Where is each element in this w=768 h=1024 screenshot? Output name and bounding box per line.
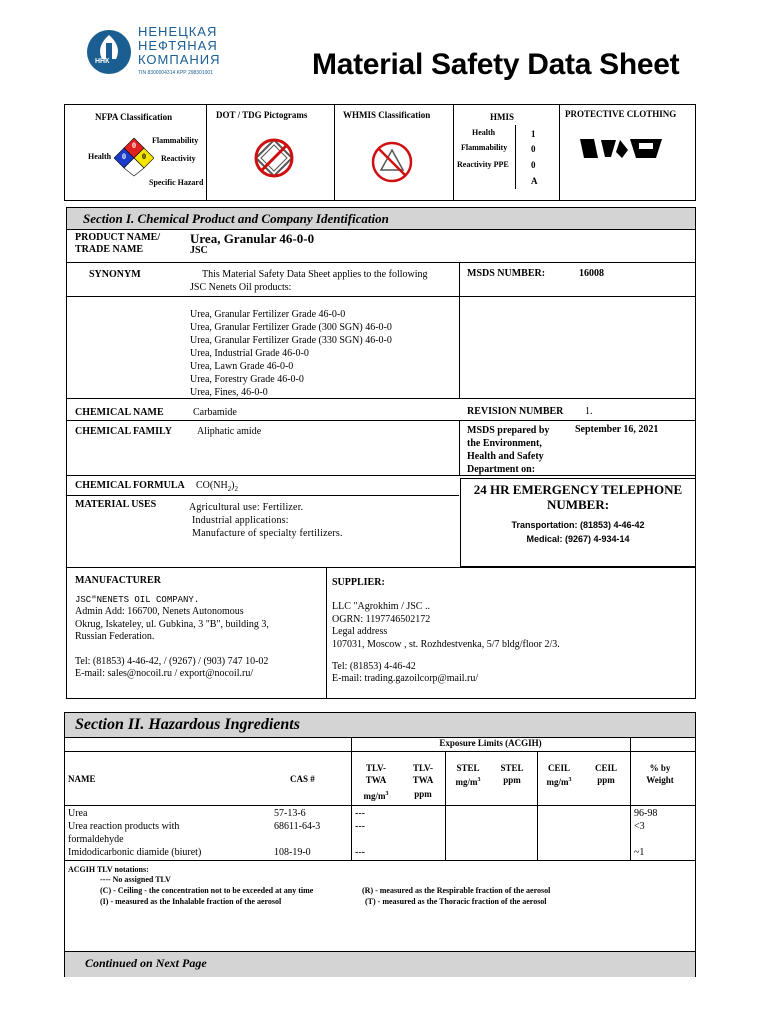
section2-title: Section II. Hazardous Ingredients: [75, 716, 300, 733]
supplier-label: SUPPLIER:: [332, 577, 385, 588]
supplier-tel: Tel: (81853) 4-46-42: [332, 661, 416, 672]
list-item: Urea, Lawn Grade 46-0-0: [190, 361, 294, 372]
transport-phone: Transportation: (81853) 4-46-42: [511, 520, 645, 530]
notation-none: ---- No assigned TLV: [100, 875, 171, 884]
synonym-label: SYNONYM: [89, 269, 141, 280]
manufacturer-email: E-mail: sales@nocoil.ru / export@nocoil.ru/: [75, 668, 254, 679]
prepared-line: MSDS prepared by: [467, 425, 550, 436]
emergency-title-2: NUMBER:: [546, 497, 610, 512]
uses-label: MATERIAL USES: [75, 499, 157, 510]
col-ceil-ppm-header: CEIL ppm: [594, 763, 617, 785]
ingredient-name: formaldehyde: [68, 834, 124, 845]
prepared-line: the Environment,: [467, 438, 542, 449]
list-item: Urea, Granular Fertilizer Grade (330 SGN) 46-0-0: [190, 335, 392, 346]
logo-badge: ННК: [95, 58, 110, 65]
supplier-line: 107031, Moscow , st. Rozhdestvenka, 5/7 bldg/floor 2/3.: [332, 638, 560, 650]
medical-phone: Medical: (9267) 4-934-14: [526, 534, 630, 544]
company-logo: [86, 25, 266, 81]
supplier-line: Legal address: [332, 626, 388, 637]
col-tlv-twa-mg-header: TLV- TWA $mg/m^3$: [363, 763, 389, 801]
ingredient-weight: 96-98: [634, 808, 658, 819]
logo-line-2: НЕФТЯНАЯ: [138, 38, 218, 53]
prepared-by: [467, 424, 549, 476]
notation-thoracic: (T) - measured as the Thoracic fraction of the aerosol: [365, 897, 547, 906]
supplier-line: LLC "Agrokhim / JSC ..: [332, 601, 430, 612]
msds-number-label: MSDS NUMBER:: [467, 268, 546, 279]
ingredient-name: Urea: [68, 808, 88, 819]
exposure-header: Exposure Limits (ACGIH): [439, 738, 542, 748]
list-item: Urea, Fines, 46-0-0: [190, 387, 268, 398]
address-line: Admin Add: 166700, Nenets Autonomous: [75, 606, 244, 617]
list-item: Urea, Industrial Grade 46-0-0: [190, 348, 309, 359]
ingredient-cas: 57-13-6: [274, 808, 306, 819]
protective-title: PROTECTIVE CLOTHING: [565, 109, 677, 119]
notation-inhalable: (I) - measured as the Inhalable fraction of the aerosol: [100, 897, 282, 906]
col-name-header: NAME: [68, 774, 96, 784]
table-row: [68, 807, 696, 820]
manufacturer-label: MANUFACTURER: [75, 575, 161, 586]
nfpa-reactivity-value: 0: [142, 152, 146, 161]
protective-goggles-gloves-icon: [580, 138, 662, 160]
use-item: Agricultural use: Fertilizer.: [189, 502, 304, 513]
supplier-line: OGRN: 1197746502172: [332, 613, 431, 625]
hmis-reactivity-label: Reactivity PPE: [457, 160, 509, 169]
emergency-title-1: 24 HR EMERGENCY TELEPHONE: [473, 482, 683, 497]
nfpa-health-label: Health: [88, 152, 112, 161]
whmis-no-pictogram-icon: [370, 140, 414, 184]
table-row: [68, 833, 696, 846]
formula-suffix: ): [231, 480, 235, 491]
nfpa-title: NFPA Classification: [95, 112, 173, 122]
ingredients-table: [68, 807, 696, 859]
hmis-title: HMIS: [490, 112, 515, 122]
col-cas-header: CAS #: [290, 774, 315, 784]
notation-respirable: (R) - measured as the Respirable fraction of the aerosol: [362, 886, 551, 895]
col-weight-header: % by Weight: [646, 763, 674, 785]
logo-line-1: НЕНЕЦКАЯ: [138, 24, 218, 39]
trade-name: JSC: [190, 245, 208, 256]
page-title: Material Safety Data Sheet: [312, 48, 680, 81]
nfpa-health-value: 0: [122, 152, 126, 161]
use-item: Manufacture of specialty fertilizers.: [192, 528, 343, 539]
product-label-1: PRODUCT NAME/: [75, 232, 161, 243]
material-uses: [189, 501, 343, 540]
whmis-title: WHMIS Classification: [343, 110, 431, 120]
col-stel-ppm-header: STEL ppm: [500, 763, 524, 785]
revision-number: 1.: [585, 406, 593, 417]
col-ceil-mg-header: CEIL $mg/m^3$: [546, 763, 572, 787]
chemical-family-label: CHEMICAL FAMILY: [75, 426, 172, 437]
ingredient-tlv: ---: [355, 821, 365, 832]
ingredient-cas: 108-19-0: [274, 847, 311, 858]
col-tlv-twa-ppm-header: TLV- TWA ppm: [412, 763, 434, 799]
table-row: [68, 846, 696, 859]
chemical-name-label: CHEMICAL NAME: [75, 407, 164, 418]
msds-number: 16008: [579, 268, 604, 279]
manufacturer-tel: Tel: (81853) 4-46-42, / (9267) / (903) 747 10-02: [75, 656, 269, 667]
synonym-list: [190, 308, 392, 399]
chemical-formula: [196, 480, 238, 495]
formula-label: CHEMICAL FORMULA: [75, 480, 185, 491]
list-item: Urea, Granular Fertilizer Grade 46-0-0: [190, 309, 346, 320]
logo-line-3: КОМПАНИЯ: [138, 52, 221, 67]
list-item: Urea, Forestry Grade 46-0-0: [190, 374, 304, 385]
notation-ceiling: (C) - Ceiling - the concentration not to be exceeded at any time: [100, 886, 314, 895]
revision-label: REVISION NUMBER: [467, 406, 564, 417]
continued-text: Continued on Next Page: [85, 956, 207, 970]
address-line: Okrug, Iskateley, ul. Gubkina, 3 "B", building 3,: [75, 618, 269, 630]
chemical-name: Carbamide: [193, 407, 237, 418]
manufacturer-address: [75, 606, 269, 644]
chemical-family: Aliphatic amide: [197, 426, 262, 437]
dot-no-pictogram-icon: [252, 136, 296, 180]
use-item: Industrial applications:: [192, 515, 289, 526]
nfpa-specific-label: Specific Hazard: [149, 178, 204, 187]
nfpa-reactivity-label: Reactivity: [161, 154, 196, 163]
list-item: Urea, Granular Fertilizer Grade (300 SGN) 46-0-0: [190, 322, 392, 333]
product-label-2: TRADE NAME: [75, 244, 144, 255]
section1-title: Section I. Chemical Product and Company Identification: [83, 211, 389, 226]
ingredient-tlv: ---: [355, 847, 365, 858]
ingredient-cas: 68611-64-3: [274, 821, 321, 832]
prepared-line: Department on:: [467, 464, 536, 475]
notations-title: ACGIH TLV notations:: [68, 865, 149, 874]
ingredient-weight: <3: [634, 821, 645, 832]
ingredient-name: Imidodicarbonic diamide (biuret): [68, 847, 202, 858]
hmis-reactivity-value: 0: [531, 160, 536, 170]
product-name: Urea, Granular 46-0-0: [190, 231, 315, 246]
supplier-email: E-mail: trading.gazoilcorp@mail.ru/: [332, 673, 479, 684]
hmis-ppe-value: A: [531, 176, 538, 186]
hmis-flammability-label: Flammability: [461, 143, 508, 152]
tin-line: TIN 8300004314 KPP 298301001: [138, 70, 213, 76]
logo-text: [138, 25, 221, 67]
synonym-intro-2: JSC Nenets Oil products:: [190, 282, 292, 293]
formula-sub-2: 2: [234, 485, 239, 493]
logo-emblem-icon: [86, 29, 132, 75]
hmis-flammability-value: 0: [531, 144, 536, 154]
nfpa-flammability-value: 0: [132, 141, 136, 150]
col-stel-mg-header: STEL $mg/m^3$: [455, 763, 481, 787]
formula-prefix: CO(NH: [196, 480, 228, 491]
supplier-address: [332, 601, 560, 651]
hmis-health-value: 1: [531, 129, 536, 139]
ingredient-tlv: ---: [355, 808, 365, 819]
table-row: [68, 820, 696, 833]
hmis-health-label: Health: [472, 128, 496, 137]
manufacturer-name: JSC"NENETS OIL COMPANY.: [75, 595, 200, 605]
address-line: Russian Federation.: [75, 631, 155, 642]
prepared-date: September 16, 2021: [575, 424, 659, 435]
ingredient-name: Urea reaction products with: [68, 821, 180, 832]
synonym-intro-1: This Material Safety Data Sheet applies to the following: [202, 269, 428, 280]
formula-sub: 2: [227, 485, 232, 493]
nfpa-flammability-label: Flammability: [152, 136, 199, 145]
ingredient-weight: ~1: [634, 847, 645, 858]
dot-title: DOT / TDG Pictograms: [216, 110, 308, 120]
prepared-line: Health and Safety: [467, 451, 544, 462]
